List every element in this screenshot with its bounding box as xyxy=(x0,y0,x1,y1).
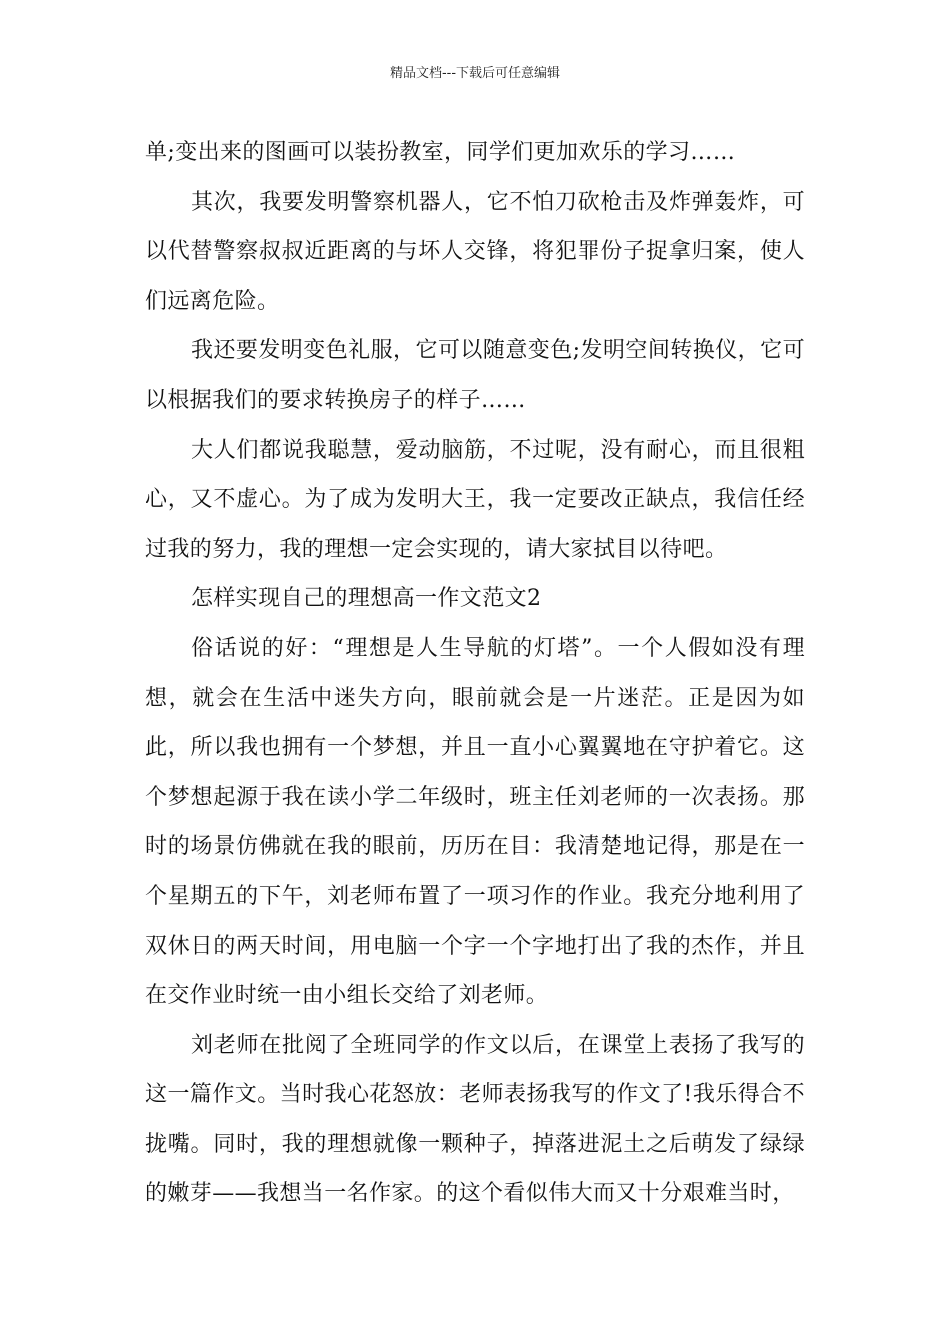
essay-title: 怎样实现自己的理想高一作文范文2 xyxy=(191,586,542,612)
page-header: 精品文档---下载后可任意编辑 xyxy=(389,66,561,81)
paragraph-continued: 单;变出来的图画可以装扮教室，同学们更加欢乐的学习…… xyxy=(145,140,736,165)
document-body xyxy=(145,128,805,1219)
paragraph-teacher-praise: 刘老师在批阅了全班同学的作文以后，在课堂上表扬了我写的这一篇作文。当时我心花怒放：老师表扬我写的作文了!我乐得合不拢嘴。同时，我的理想就像一颗种子，掉落进泥土之后萌发了绿绿的嫩芽——我想当一名作家。的这个看似伟大而又十分艰难当时， xyxy=(145,1032,805,1207)
paragraph-police-robot: 其次，我要发明警察机器人，它不怕刀砍枪击及炸弹轰炸，可以代替警察叔叔近距离的与坏人交锋，将犯罪份子捉拿归案，使人们远离危险。 xyxy=(145,189,805,314)
paragraph-dream-origin: 俗话说的好：“理想是人生导航的灯塔”。一个人假如没有理想，就会在生活中迷失方向，眼前就会是一片迷茫。正是因为如此，所以我也拥有一个梦想，并且一直小心翼翼地在守护着它。这个梦想起源于我在读小学二年级时，班主任刘老师的一次表扬。那时的场景仿佛就在我的眼前，历历在目：我清楚地记得，那是在一个星期五的下午，刘老师布置了一项习作的作业。我充分地利用了双休日的两天时间，用电脑一个字一个字地打出了我的杰作，并且在交作业时统一由小组长交给了刘老师。 xyxy=(145,635,805,1009)
paragraph-improve-shortcomings: 大人们都说我聪慧，爱动脑筋，不过呢，没有耐心，而且很粗心，又不虚心。为了成为发明大王，我一定要改正缺点，我信任经过我的努力，我的理想一定会实现的，请大家拭目以待吧。 xyxy=(145,437,805,562)
paragraph-color-dress: 我还要发明变色礼服，它可以随意变色;发明空间转换仪，它可以根据我们的要求转换房子的样子…… xyxy=(145,338,805,413)
